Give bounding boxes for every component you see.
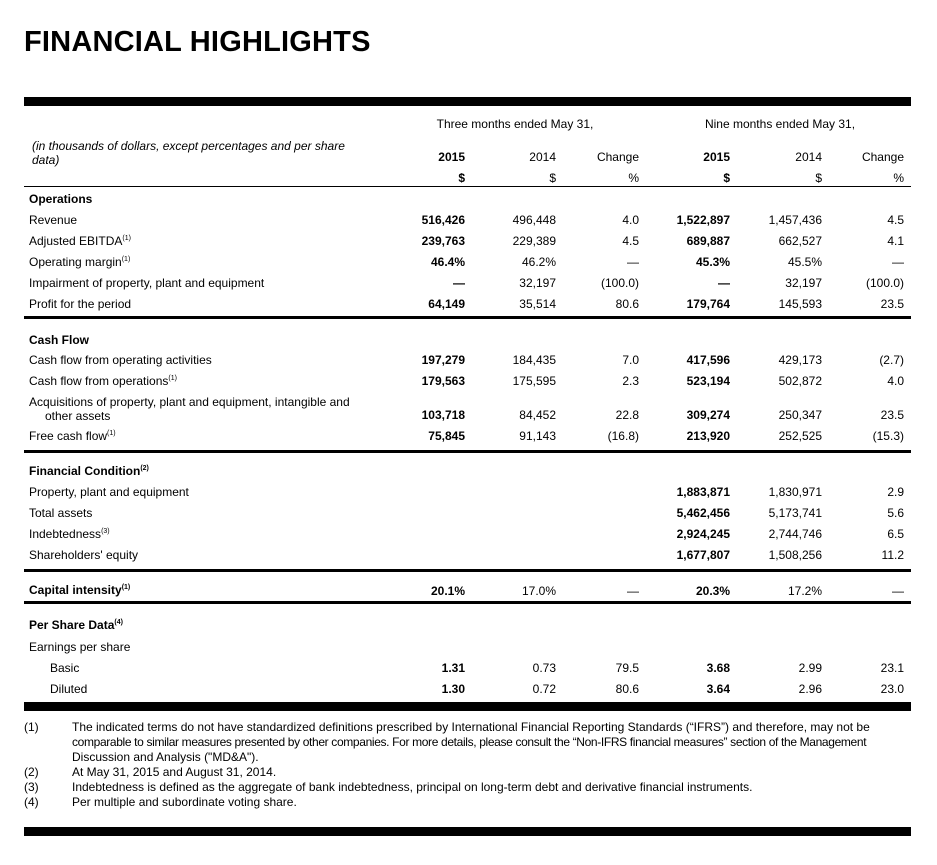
footnote-number: (4) bbox=[24, 795, 39, 809]
header-rule bbox=[24, 186, 911, 187]
table-cell: 5,462,456 bbox=[676, 506, 730, 520]
table-cell: 417,596 bbox=[686, 353, 730, 367]
section-rule bbox=[24, 601, 911, 604]
units-note bbox=[32, 139, 345, 167]
footnote-text: At May 31, 2015 and August 31, 2014. bbox=[72, 765, 277, 779]
row-label-text: Impairment of property, plant and equipment bbox=[29, 276, 265, 290]
unit-percent-q: % bbox=[628, 171, 639, 185]
unit-dollar-2015-q: $ bbox=[458, 171, 465, 185]
table-cell: 502,872 bbox=[778, 374, 822, 388]
row-label bbox=[29, 234, 131, 248]
page-title: FINANCIAL HIGHLIGHTS bbox=[24, 26, 371, 58]
row-label bbox=[29, 429, 116, 443]
table-cell: 32,197 bbox=[519, 276, 556, 290]
col-header-2015-n: 2015 bbox=[703, 150, 730, 164]
footnote-ref: (1) bbox=[121, 584, 131, 591]
row-label-text: Diluted bbox=[50, 682, 88, 696]
capital-intensity-2014-n: 17.2% bbox=[787, 584, 822, 598]
table-cell: — bbox=[627, 255, 639, 269]
row-label-text: Profit for the period bbox=[29, 297, 132, 311]
unit-dollar-2014-n: $ bbox=[815, 171, 822, 185]
section-rule bbox=[24, 316, 911, 319]
financial-condition-label: Financial Condition bbox=[29, 464, 141, 478]
table-cell: 103,718 bbox=[421, 408, 465, 422]
units-note-line2: data) bbox=[32, 153, 60, 167]
table-cell: 1.31 bbox=[441, 661, 465, 675]
table-cell: 5,173,741 bbox=[768, 506, 822, 520]
row-label-text: Cash flow from operations bbox=[29, 374, 169, 388]
period-header-nine-months: Nine months ended May 31, bbox=[704, 117, 856, 131]
section-rule bbox=[24, 569, 911, 572]
table-cell: 250,347 bbox=[778, 408, 822, 422]
row-label-text: Basic bbox=[50, 661, 80, 675]
table-cell: 2.9 bbox=[887, 485, 904, 499]
table-cell: 1.30 bbox=[441, 682, 465, 696]
footnote-ref: (1) bbox=[107, 430, 116, 437]
table-cell: 1,522,897 bbox=[676, 213, 730, 227]
row-label bbox=[29, 213, 77, 227]
table-cell: 5.6 bbox=[887, 506, 904, 520]
table-cell: 45.3% bbox=[695, 255, 730, 269]
unit-percent-n: % bbox=[893, 171, 904, 185]
row-label bbox=[29, 527, 110, 541]
table-cell: 22.8 bbox=[615, 408, 639, 422]
footnote-text: Indebtedness is defined as the aggregate of bank indebtedness, principal on long-term debt and derivative financial instruments. bbox=[72, 780, 753, 794]
footnote-number: (3) bbox=[24, 780, 39, 794]
table-cell: 1,677,807 bbox=[676, 548, 730, 562]
row-label bbox=[29, 353, 212, 367]
row-label-text: Total assets bbox=[29, 506, 93, 520]
footnote-number: (1) bbox=[24, 720, 39, 734]
section-title-cash-flow: Cash Flow bbox=[29, 333, 90, 347]
units-note-line1: (in thousands of dollars, except percentages and per share bbox=[32, 139, 345, 153]
table-cell: 2.96 bbox=[798, 682, 822, 696]
table-cell: 239,763 bbox=[421, 234, 465, 248]
table-cell: 3.64 bbox=[706, 682, 730, 696]
table-cell: 689,887 bbox=[686, 234, 730, 248]
table-cell: 80.6 bbox=[615, 297, 639, 311]
table-cell: 179,563 bbox=[421, 374, 465, 388]
table-cell: 309,274 bbox=[686, 408, 730, 422]
table-cell: 516,426 bbox=[421, 213, 465, 227]
table-cell: 4.5 bbox=[887, 213, 904, 227]
table-cell: 7.0 bbox=[622, 353, 639, 367]
table-cell: (15.3) bbox=[872, 429, 904, 443]
table-cell: 46.4% bbox=[430, 255, 465, 269]
section-title-per-share bbox=[29, 618, 123, 632]
capital-intensity-label bbox=[29, 583, 130, 597]
col-header-change-q: Change bbox=[596, 150, 639, 164]
table-cell: 1,457,436 bbox=[768, 213, 822, 227]
row-label-text: Property, plant and equipment bbox=[29, 485, 189, 499]
footnote-text: Discussion and Analysis ("MD&A"). bbox=[72, 750, 259, 764]
row-label bbox=[29, 506, 92, 520]
table-cell: 0.73 bbox=[532, 661, 556, 675]
unit-dollar-2015-n: $ bbox=[723, 171, 730, 185]
table-cell: (16.8) bbox=[607, 429, 639, 443]
capital-intensity-change-n: — bbox=[892, 584, 904, 598]
col-header-2014-q: 2014 bbox=[529, 150, 556, 164]
table-cell: 2,744,746 bbox=[768, 527, 822, 541]
table-bottom-rule bbox=[24, 702, 911, 711]
table-cell: 23.5 bbox=[880, 408, 904, 422]
table-cell: 4.0 bbox=[887, 374, 904, 388]
table-cell: 2,924,245 bbox=[676, 527, 730, 541]
bottom-rule bbox=[24, 827, 911, 836]
footnote-ref: (1) bbox=[121, 256, 131, 263]
table-cell: 197,279 bbox=[421, 353, 465, 367]
col-header-2015-q: 2015 bbox=[438, 150, 465, 164]
capital-intensity-text: Capital intensity bbox=[29, 583, 122, 597]
table-cell: — bbox=[892, 255, 904, 269]
table-cell: 662,527 bbox=[778, 234, 822, 248]
row-label-text: Revenue bbox=[29, 213, 78, 227]
capital-intensity-change-q: — bbox=[627, 584, 639, 598]
table-cell: 0.72 bbox=[532, 682, 556, 696]
section-rule bbox=[24, 450, 911, 453]
table-cell: (100.0) bbox=[865, 276, 904, 290]
row-label bbox=[29, 485, 189, 499]
table-cell: 229,389 bbox=[512, 234, 556, 248]
per-share-label: Per Share Data bbox=[29, 618, 115, 632]
unit-dollar-2014-q: $ bbox=[549, 171, 556, 185]
table-cell: 64,149 bbox=[428, 297, 465, 311]
table-cell: 2.99 bbox=[798, 661, 822, 675]
table-cell: (100.0) bbox=[600, 276, 639, 290]
footnote-text: Per multiple and subordinate voting share. bbox=[72, 795, 297, 809]
col-header-change-n: Change bbox=[861, 150, 904, 164]
table-cell: 3.68 bbox=[706, 661, 730, 675]
table-cell: 1,883,871 bbox=[676, 485, 730, 499]
table-cell: 523,194 bbox=[686, 374, 730, 388]
capital-intensity-2015-n: 20.3% bbox=[695, 584, 730, 598]
table-cell: 32,197 bbox=[785, 276, 822, 290]
section-title-financial-condition bbox=[29, 464, 149, 478]
row-label bbox=[29, 297, 131, 311]
table-cell: 4.1 bbox=[887, 234, 904, 248]
table-cell: 1,830,971 bbox=[768, 485, 822, 499]
table-cell: 45.5% bbox=[787, 255, 822, 269]
footnote-number: (2) bbox=[24, 765, 39, 779]
row-label bbox=[50, 682, 87, 696]
earnings-per-share-subheading: Earnings per share bbox=[29, 640, 131, 654]
table-cell: 84,452 bbox=[519, 408, 556, 422]
table-cell: 496,448 bbox=[512, 213, 556, 227]
table-cell: 6.5 bbox=[887, 527, 904, 541]
section-title-operations: Operations bbox=[29, 192, 93, 206]
table-cell: 175,595 bbox=[512, 374, 556, 388]
col-header-2014-n: 2014 bbox=[795, 150, 822, 164]
row-label-text: Acquisitions of property, plant and equipment, intangible and bbox=[29, 395, 350, 409]
capital-intensity-2014-q: 17.0% bbox=[521, 584, 556, 598]
table-cell: 252,525 bbox=[778, 429, 822, 443]
row-label-text: Cash flow from operating activities bbox=[29, 353, 212, 367]
footnote-ref: (3) bbox=[101, 528, 110, 535]
footnote-ref: (2) bbox=[140, 465, 149, 472]
table-cell: — bbox=[718, 276, 730, 290]
table-cell: 11.2 bbox=[881, 548, 904, 562]
table-cell: — bbox=[453, 276, 465, 290]
table-cell: 35,514 bbox=[519, 297, 556, 311]
table-cell: 23.0 bbox=[880, 682, 904, 696]
footnote-ref: (1) bbox=[168, 375, 177, 382]
table-cell: (2.7) bbox=[879, 353, 904, 367]
footnote-text: comparable to similar measures presented by other companies. For more details, please consult the “Non-IFRS financial measures” section of the Management bbox=[72, 735, 867, 749]
table-cell: 1,508,256 bbox=[768, 548, 822, 562]
capital-intensity-2015-q: 20.1% bbox=[430, 584, 465, 598]
row-label bbox=[29, 276, 264, 290]
table-cell: 75,845 bbox=[428, 429, 465, 443]
table-cell: 2.3 bbox=[622, 374, 639, 388]
table-cell: 4.0 bbox=[622, 213, 639, 227]
footnote-ref: (4) bbox=[114, 619, 123, 626]
table-cell: 91,143 bbox=[519, 429, 556, 443]
footnote-text: The indicated terms do not have standardized definitions prescribed by International Financial Reporting Standards (“IFRS”) and therefore, may not be bbox=[72, 720, 870, 734]
row-label bbox=[29, 255, 130, 269]
row-label bbox=[29, 548, 138, 562]
row-label-text: Operating margin bbox=[29, 255, 122, 269]
row-label-text: Free cash flow bbox=[29, 429, 108, 443]
top-rule bbox=[24, 97, 911, 106]
table-cell: 145,593 bbox=[778, 297, 822, 311]
table-cell: 79.5 bbox=[615, 661, 639, 675]
row-label bbox=[29, 395, 350, 423]
table-cell: 184,435 bbox=[512, 353, 556, 367]
row-label-text: Indebtedness bbox=[29, 527, 102, 541]
table-cell: 213,920 bbox=[686, 429, 730, 443]
row-label-continuation: other assets bbox=[45, 409, 111, 423]
table-cell: 46.2% bbox=[521, 255, 556, 269]
row-label-text: Adjusted EBITDA bbox=[29, 234, 123, 248]
table-cell: 429,173 bbox=[778, 353, 822, 367]
table-cell: 23.5 bbox=[880, 297, 904, 311]
table-cell: 80.6 bbox=[615, 682, 639, 696]
table-cell: 23.1 bbox=[880, 661, 904, 675]
row-label-text: Shareholders' equity bbox=[29, 548, 139, 562]
period-header-three-months: Three months ended May 31, bbox=[436, 117, 594, 131]
row-label bbox=[29, 374, 177, 388]
table-cell: 4.5 bbox=[622, 234, 639, 248]
row-label bbox=[50, 661, 79, 675]
table-cell: 179,764 bbox=[686, 297, 730, 311]
footnote-ref: (1) bbox=[122, 235, 131, 242]
